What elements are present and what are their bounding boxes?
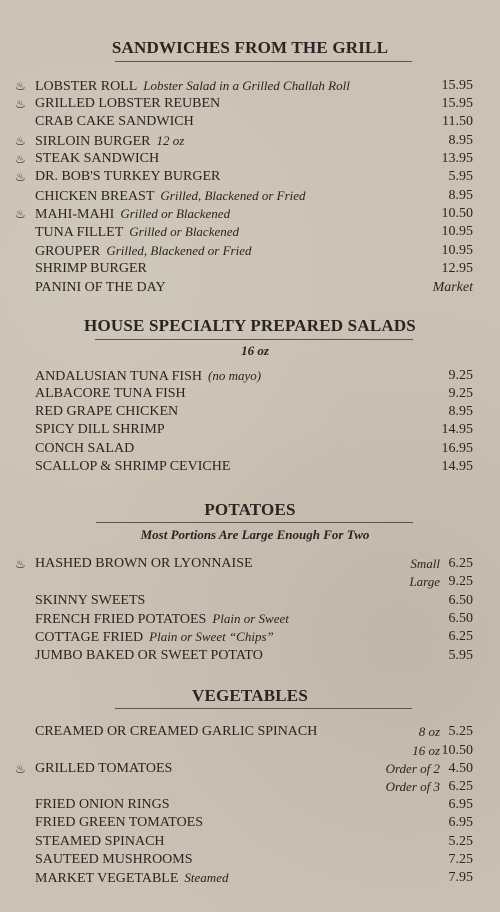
grill-icon: ♨ [15,207,26,221]
menu-item [0,169,500,187]
item-price: Market [432,280,473,295]
section-title-potatoes: POTATOES [204,500,296,519]
menu-item [0,870,500,888]
item-name: SKINNY SWEETS [35,593,146,608]
menu-item [0,78,500,96]
item-name: MARKET VEGETABLE [35,871,179,886]
grill-icon: ♨ [15,152,26,166]
section-rule [95,339,413,340]
item-price: 15.95 [441,78,473,93]
menu-item [0,556,500,574]
item-name: CONCH SALAD [35,441,135,456]
item-name: GRILLED TOMATOES [35,761,173,776]
menu-item [0,815,500,833]
menu-item [0,761,500,779]
item-name: RED GRAPE CHICKEN [35,404,179,419]
menu-item [0,743,500,761]
item-price: 5.95 [448,169,473,184]
item-price: 8.95 [448,404,473,419]
menu-item [0,404,500,422]
menu-item [0,834,500,852]
item-description: Steamed [184,870,229,885]
menu-item [0,629,500,647]
item-name: STEAK SANDWICH [35,151,160,166]
section-title-vegetables: VEGETABLES [191,686,308,705]
item-name: GROUPER [35,244,101,259]
item-price: 10.95 [441,224,473,239]
item-name: DR. BOB'S TURKEY BURGER [35,169,221,184]
item-name: CRAB CAKE SANDWICH [35,114,194,129]
menu-item [0,133,500,151]
item-name: HASHED BROWN OR LYONNAISE [35,556,253,571]
item-name: JUMBO BAKED OR SWEET POTATO [35,648,263,663]
item-name: FRIED GREEN TOMATOES [35,815,204,830]
menu-item [0,96,500,114]
menu-item [0,648,500,666]
item-name: SIRLOIN BURGER [35,134,151,149]
item-price: 15.95 [441,96,473,111]
menu-item [0,724,500,742]
item-price: 6.50 [448,611,473,626]
item-size: 8 oz [418,724,440,739]
grill-icon: ♨ [15,557,26,571]
item-name: TUNA FILLET [35,225,124,240]
menu-item [0,280,500,298]
item-name: GRILLED LOBSTER REUBEN [35,96,221,111]
item-name: ALBACORE TUNA FISH [35,386,186,401]
item-price: 6.25 [448,629,473,644]
item-price: 6.95 [448,797,473,812]
menu-item [0,224,500,242]
grill-icon: ♨ [15,79,26,93]
grill-icon: ♨ [15,170,26,184]
item-name: SHRIMP BURGER [35,261,147,276]
item-description: Grilled, Blackened or Fried [106,243,252,258]
item-price: 9.25 [448,574,473,589]
item-price: 8.95 [448,133,473,148]
menu-item [0,368,500,386]
item-name: ANDALUSIAN TUNA FISH [35,369,202,384]
item-price: 4.50 [448,761,473,776]
grill-icon: ♨ [15,97,26,111]
menu-item [0,459,500,477]
item-size: 16 oz [412,743,440,758]
item-name: FRIED ONION RINGS [35,797,170,812]
section-rule [96,522,413,523]
item-price: 6.25 [448,779,473,794]
menu-item [0,151,500,169]
grill-icon: ♨ [15,762,26,776]
item-price: 9.25 [448,386,473,401]
item-name: SCALLOP & SHRIMP CEVICHE [35,459,231,474]
item-name: PANINI OF THE DAY [35,280,166,295]
menu-item [0,206,500,224]
item-price: 5.95 [448,648,473,663]
item-price: 7.95 [448,870,473,885]
item-price: 14.95 [441,422,473,437]
item-price: 5.25 [448,724,473,739]
item-price: 6.95 [448,815,473,830]
item-description: Plain or Sweet “Chips” [149,629,274,644]
item-size: Large [409,574,440,589]
menu-item [0,574,500,592]
item-description: (no mayo) [207,368,262,383]
item-description: Plain or Sweet [212,611,289,626]
section-subtitle: Most Portions Are Large Enough For Two [140,527,370,542]
item-price: 6.50 [448,593,473,608]
menu-item [0,114,500,132]
item-description: 12 oz [156,133,185,148]
item-price: 12.95 [441,261,473,276]
item-name: FRENCH FRIED POTATOES [35,612,207,627]
item-description: Grilled, Blackened or Fried [160,188,306,203]
item-price: 14.95 [441,459,473,474]
section-rule [115,61,412,62]
item-price: 8.95 [448,188,473,203]
item-price: 13.95 [441,151,473,166]
menu-item [0,441,500,459]
menu-item [0,386,500,404]
section-subtitle: 16 oz [241,343,269,358]
item-price: 10.50 [441,743,473,758]
item-name: SAUTEED MUSHROOMS [35,852,193,867]
menu-item [0,422,500,440]
item-description: Lobster Salad in a Grilled Challah Roll [143,78,350,93]
menu-item [0,188,500,206]
item-size: Small [410,556,440,571]
item-size: Order of 2 [385,761,440,776]
item-price: 9.25 [448,368,473,383]
menu-item [0,779,500,797]
item-name: COTTAGE FRIED [35,630,144,645]
menu-item [0,243,500,261]
item-description: Grilled or Blackened [120,206,231,221]
item-price: 7.25 [448,852,473,867]
item-name: LOBSTER ROLL [35,79,138,94]
menu-item [0,611,500,629]
grill-icon: ♨ [15,134,26,148]
section-title-sandwiches: SANDWICHES FROM THE GRILL [111,38,389,57]
menu-item [0,852,500,870]
item-name: STEAMED SPINACH [35,834,165,849]
item-name: CHICKEN BREAST [35,189,155,204]
item-name: SPICY DILL SHRIMP [35,422,165,437]
item-price: 16.95 [441,441,473,456]
item-price: 6.25 [448,556,473,571]
item-size: Order of 3 [385,779,440,794]
menu-item [0,797,500,815]
item-price: 5.25 [448,834,473,849]
item-description: Grilled or Blackened [129,224,240,239]
section-rule [115,708,412,709]
section-title-salads: HOUSE SPECIALTY PREPARED SALADS [84,316,416,335]
item-price: 11.50 [442,114,473,129]
item-name: CREAMED OR CREAMED GARLIC SPINACH [35,724,318,739]
item-name: MAHI-MAHI [35,207,115,222]
menu-item [0,261,500,279]
item-price: 10.50 [441,206,473,221]
item-price: 10.95 [441,243,473,258]
menu-item [0,593,500,611]
